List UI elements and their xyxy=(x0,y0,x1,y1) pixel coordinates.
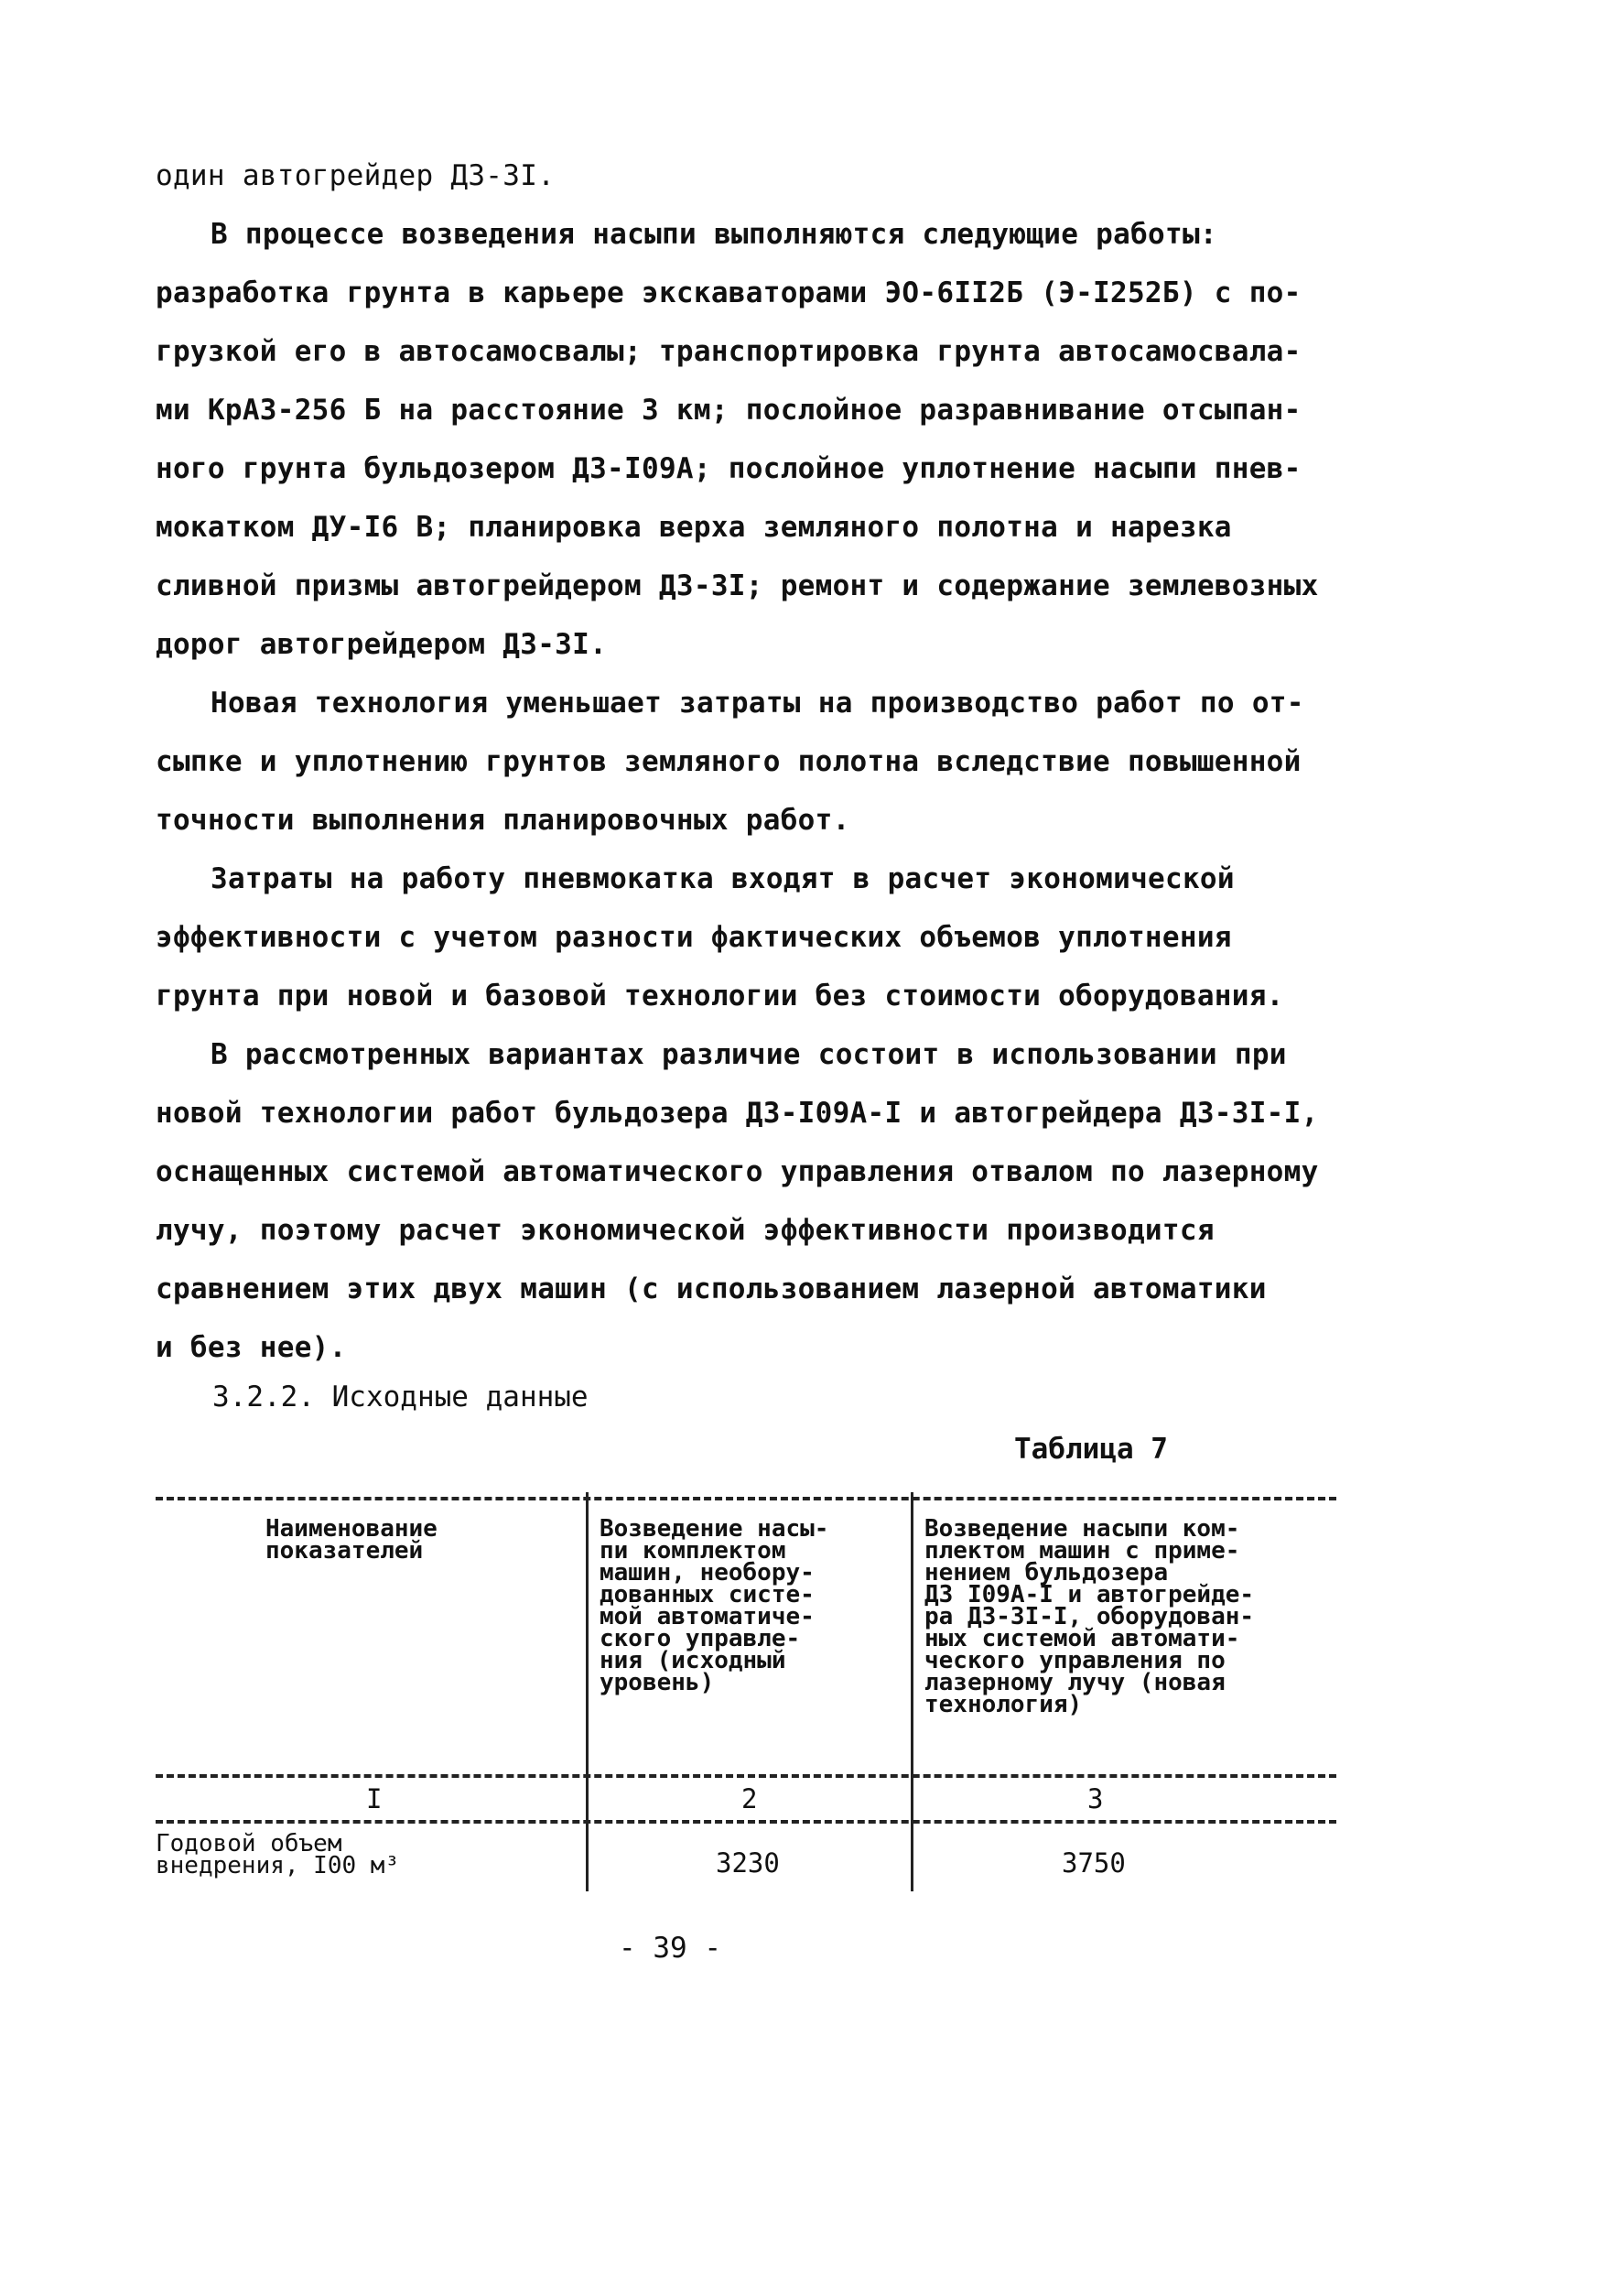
body-line: лучу, поэтому расчет экономической эффективности производится xyxy=(156,1214,1215,1247)
body-line: сравнением этих двух машин (с использованием лазерной автоматики xyxy=(156,1273,1267,1305)
body-line: ми КрАЗ-256 Б на расстояние 3 км; послойное разравнивание отсыпан- xyxy=(156,394,1302,427)
body-line: разработка грунта в карьере экскаваторами ЭО-6II2Б (Э-I252Б) с по- xyxy=(156,276,1302,309)
header-new-technology: Возведение насыпи ком- плектом машин с приме- нением бульдозера ДЗ I09А-I и автогрейде- ра ДЗ-3I-I, оборудован- ных системой автомати- ческого управления по лазерному лучу (новая технология) xyxy=(924,1515,1255,1718)
column-separator xyxy=(911,1492,913,1891)
section-heading: 3.2.2. Исходные данные xyxy=(212,1381,589,1413)
body-text xyxy=(156,146,1364,1377)
body-line: оснащенных системой автоматического управления отвалом по лазерному xyxy=(156,1155,1319,1188)
column-number: I xyxy=(366,1783,383,1814)
body-line: и без нее). xyxy=(156,1331,347,1364)
table-number-rule xyxy=(156,1820,1336,1824)
table-cell-base-value: 3230 xyxy=(716,1847,780,1879)
table-row-name: Годовой объем внедрения, I00 м³ xyxy=(156,1830,400,1879)
body-line: сыпке и уплотнению грунтов земляного полотна вследствие повышенной xyxy=(156,745,1302,778)
column-number: 3 xyxy=(1087,1783,1104,1814)
table-cell-new-value: 3750 xyxy=(1062,1847,1126,1879)
body-line: В процессе возведения насыпи выполняются следующие работы: xyxy=(211,218,1217,251)
body-line: грузкой его в автосамосвалы; транспортировка грунта автосамосвала- xyxy=(156,335,1302,368)
data-table xyxy=(156,1492,1336,1895)
body-line: Затраты на работу пневмокатка входят в расчет экономической xyxy=(211,862,1235,895)
body-line: один автогрейдер ДЗ-3I. xyxy=(156,159,556,192)
body-line: мокатком ДУ-I6 В; планировка верха земляного полотна и нарезка xyxy=(156,511,1232,544)
table-top-rule xyxy=(156,1497,1336,1500)
body-line: ного грунта бульдозером ДЗ-I09А; послойное уплотнение насыпи пнев- xyxy=(156,452,1302,485)
body-line: эффективности с учетом разности фактических объемов уплотнения xyxy=(156,921,1232,954)
body-line: точности выполнения планировочных работ. xyxy=(156,804,850,837)
body-line: новой технологии работ бульдозера ДЗ-I09А-I и автогрейдера ДЗ-3I-I, xyxy=(156,1097,1319,1130)
body-line: грунта при новой и базовой технологии без стоимости оборудования. xyxy=(156,980,1284,1013)
column-separator xyxy=(586,1492,589,1891)
body-line: Новая технология уменьшает затраты на производство работ по от- xyxy=(211,687,1304,720)
page-number: - 39 - xyxy=(619,1932,721,1965)
body-line: В рассмотренных вариантах различие состоит в использовании при xyxy=(211,1038,1287,1071)
header-indicator-name: Наименование показателей xyxy=(265,1515,438,1565)
header-base-technology: Возведение насы- пи комплектом машин, необору- дованных систе- мой автоматиче- ского управле- ния (исходный уровень) xyxy=(600,1515,829,1696)
column-number: 2 xyxy=(741,1783,758,1814)
table-caption: Таблица 7 xyxy=(1014,1433,1168,1466)
table-header-rule xyxy=(156,1774,1336,1778)
body-line: дорог автогрейдером ДЗ-3I. xyxy=(156,628,608,661)
body-line: сливной призмы автогрейдером ДЗ-3I; ремонт и содержание землевозных xyxy=(156,569,1319,602)
